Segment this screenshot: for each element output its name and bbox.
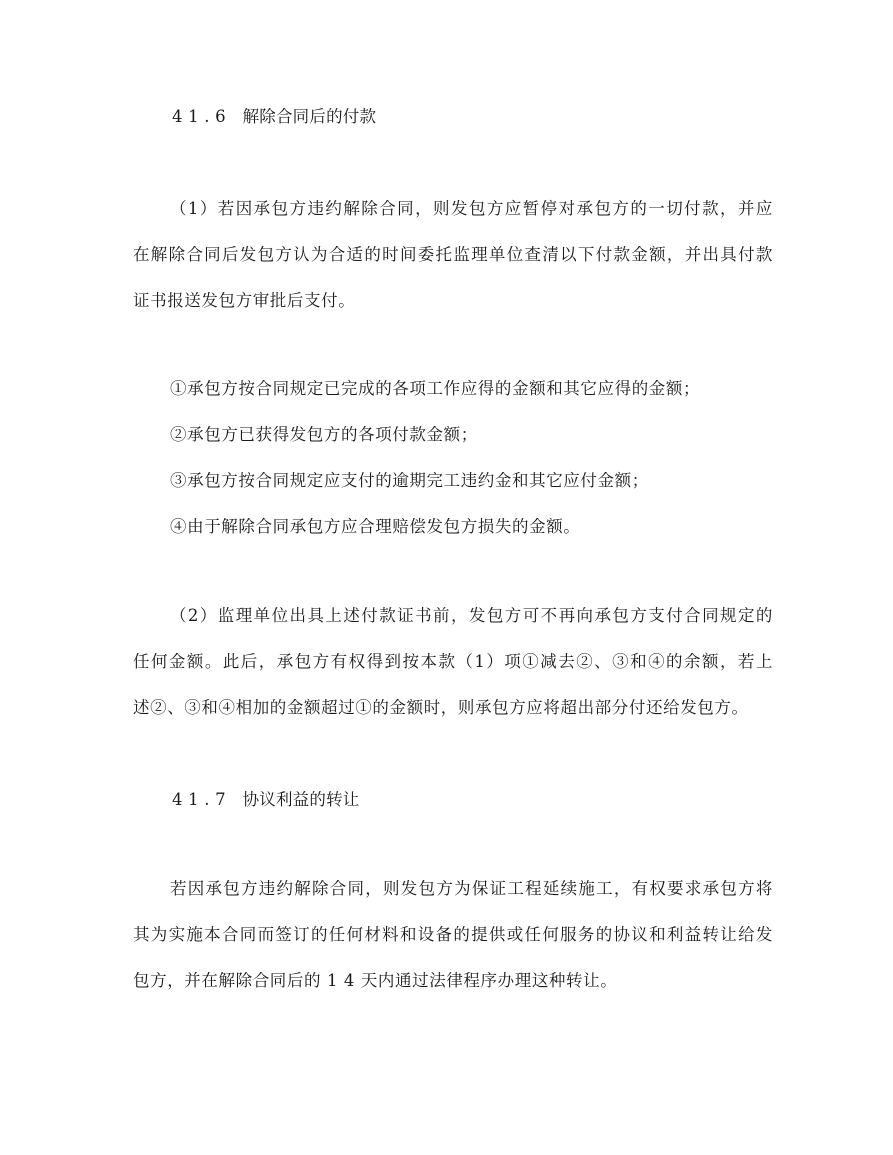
paragraph-1-line-3: 证书报送发包方审批后支付。 xyxy=(133,291,356,310)
list-item-4: ④由于解除合同承包方应合理赔偿发包方损失的金额。 xyxy=(170,517,581,536)
paragraph-2-line-2: 任何金额。此后，承包方有权得到按本款（1）项①减去②、③和④的余额，若上 xyxy=(133,652,773,671)
list-item-1: ①承包方按合同规定已完成的各项工作应得的金额和其它应得的金额； xyxy=(170,379,701,398)
paragraph-2-line-1: （2）监理单位出具上述付款证书前，发包方可不再向承包方支付合同规定的 xyxy=(170,606,773,625)
paragraph-1-line-1: （1）若因承包方违约解除合同，则发包方应暂停对承包方的一切付款，并应 xyxy=(170,199,773,218)
paragraph-1-line-2: 在解除合同后发包方认为合适的时间委托监理单位查清以下付款金额，并出具付款 xyxy=(133,245,773,264)
paragraph-3-line-3: 包方，并在解除合同后的 1 4 天内通过法律程序办理这种转让。 xyxy=(133,971,618,990)
paragraph-3-line-1: 若因承包方违约解除合同，则发包方为保证工程延续施工，有权要求承包方将 xyxy=(170,879,773,898)
paragraph-3-line-2: 其为实施本合同而签订的任何材料和设备的提供或任何服务的协议和利益转让给发 xyxy=(133,925,773,944)
section-41-7-heading: 4 1 . 7 协议利益的转让 xyxy=(172,790,360,809)
list-item-2: ②承包方已获得发包方的各项付款金额； xyxy=(170,425,478,444)
section-41-6-heading: 4 1 . 6 解除合同后的付款 xyxy=(172,107,377,126)
paragraph-2-line-3: 述②、③和④相加的金额超过①的金额时，则承包方应将超出部分付还给发包方。 xyxy=(133,698,749,717)
list-item-3: ③承包方按合同规定应支付的逾期完工违约金和其它应付金额； xyxy=(170,471,649,490)
